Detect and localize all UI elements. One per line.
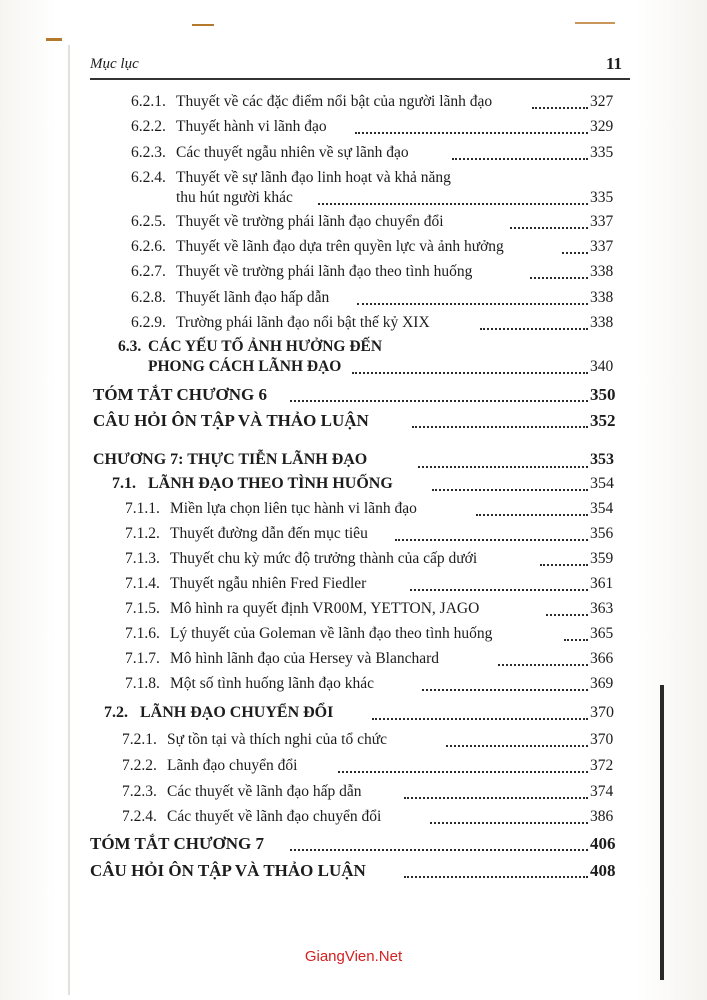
dot-leader (404, 797, 588, 799)
entry-number: 6.2.4. (131, 169, 166, 186)
entry-number: 7.2.4. (122, 808, 157, 825)
entry-page: 363 (590, 600, 614, 617)
entry-title: Thuyết về lãnh đạo dựa trên quyền lực và ảnh hưởng (176, 238, 504, 255)
dot-leader (352, 372, 588, 374)
entry-number: 7.1.3. (125, 550, 160, 567)
entry-number: 6.2.5. (131, 213, 166, 230)
entry-title: Thuyết lãnh đạo hấp dẫn (176, 289, 330, 306)
dot-leader (510, 227, 588, 229)
scan-mark (192, 24, 214, 26)
toc-entry[interactable] (0, 575, 707, 601)
toc-entry[interactable] (0, 213, 707, 239)
toc-chapter[interactable] (0, 451, 707, 477)
toc-entry[interactable] (0, 289, 707, 315)
scan-mark (575, 22, 615, 24)
dot-leader (410, 589, 588, 591)
entry-title: Mô hình ra quyết định VR00M, YETTON, JAGO (170, 600, 480, 617)
toc-entry[interactable] (0, 808, 707, 834)
entry-number: 7.1. (112, 475, 136, 492)
entry-page: 408 (590, 861, 616, 880)
entry-page: 337 (590, 238, 614, 255)
entry-title: LÃNH ĐẠO CHUYỂN ĐỔI (140, 704, 334, 721)
dot-leader (338, 771, 588, 773)
entry-number: 7.1.4. (125, 575, 160, 592)
entry-page: 335 (590, 144, 614, 161)
watermark[interactable]: GiangVien.Net (304, 948, 403, 965)
dot-leader (564, 639, 588, 641)
entry-title: LÃNH ĐẠO THEO TÌNH HUỐNG (148, 475, 393, 492)
entry-number: 7.1.2. (125, 525, 160, 542)
entry-number: 6.2.6. (131, 238, 166, 255)
entry-number: 7.2. (104, 704, 128, 721)
entry-page: 370 (590, 704, 614, 721)
entry-page: 338 (590, 263, 614, 280)
entry-title: Thuyết ngẫu nhiên Fred Fiedler (170, 575, 367, 592)
entry-page: 372 (590, 757, 614, 774)
toc-section[interactable] (0, 704, 707, 730)
toc-entry[interactable] (0, 731, 707, 757)
entry-number: 7.2.3. (122, 783, 157, 800)
dot-leader (404, 876, 588, 878)
toc-entry[interactable] (0, 93, 707, 119)
entry-number: 6.2.3. (131, 144, 166, 161)
dot-leader (540, 564, 588, 566)
toc-main-entry[interactable] (0, 385, 707, 411)
entry-title: Thuyết hành vi lãnh đạo (176, 118, 327, 135)
toc-entry[interactable] (0, 625, 707, 651)
entry-number: 7.1.7. (125, 650, 160, 667)
dot-leader (422, 689, 588, 691)
entry-number: 6.2.7. (131, 263, 166, 280)
dot-leader (530, 277, 588, 279)
entry-page: 354 (590, 475, 614, 492)
entry-title: CÂU HỎI ÔN TẬP VÀ THẢO LUẬN (93, 411, 369, 430)
dot-leader (532, 107, 588, 109)
entry-title-continued: thu hút người khác (176, 189, 293, 206)
dot-leader (372, 718, 588, 720)
toc-entry[interactable] (0, 144, 707, 170)
scan-mark (46, 38, 62, 41)
entry-page: 370 (590, 731, 614, 748)
entry-title: Lý thuyết của Goleman về lãnh đạo theo tình huống (170, 625, 493, 642)
entry-number: 6.2.1. (131, 93, 166, 110)
entry-title: Các thuyết ngẫu nhiên về sự lãnh đạo (176, 144, 409, 161)
toc-section[interactable] (0, 475, 707, 501)
entry-page: 356 (590, 525, 614, 542)
entry-page: 353 (590, 451, 614, 468)
toc-main-entry[interactable] (0, 861, 707, 887)
entry-number: 6.2.9. (131, 314, 166, 331)
entry-title: Trường phái lãnh đạo nổi bật thế kỷ XIX (176, 314, 430, 331)
entry-title: Một số tình huống lãnh đạo khác (170, 675, 375, 692)
entry-page: 338 (590, 314, 614, 331)
entry-page: 359 (590, 550, 614, 567)
entry-number: 6.3. (118, 338, 142, 355)
dot-leader (480, 328, 588, 330)
entry-page: 361 (590, 575, 614, 592)
toc-entry[interactable] (0, 550, 707, 576)
toc-main-entry[interactable] (0, 834, 707, 860)
header-rule (90, 78, 630, 80)
entry-page: 340 (590, 358, 614, 375)
entry-title: CHƯƠNG 7: THỰC TIỄN LÃNH ĐẠO (93, 451, 368, 468)
entry-number: 7.1.5. (125, 600, 160, 617)
toc-entry[interactable] (0, 783, 707, 809)
entry-page: 337 (590, 213, 614, 230)
entry-number: 7.2.1. (122, 731, 157, 748)
dot-leader (446, 745, 588, 747)
entry-title: Thuyết về sự lãnh đạo linh hoạt và khả năng (176, 169, 451, 186)
toc-main-entry[interactable] (0, 411, 707, 437)
dot-leader (290, 400, 588, 402)
toc-entry[interactable] (0, 675, 707, 701)
entry-title: Thuyết về các đặc điểm nổi bật của người lãnh đạo (176, 93, 493, 110)
dot-leader (452, 158, 588, 160)
entry-number: 7.1.1. (125, 500, 160, 517)
entry-number: 6.2.2. (131, 118, 166, 135)
toc-entry[interactable] (0, 169, 707, 215)
entry-title: Sự tồn tại và thích nghi của tổ chức (167, 731, 387, 748)
entry-title: Các thuyết về lãnh đạo hấp dẫn (167, 783, 362, 800)
header-page-number: 11 (605, 54, 622, 73)
toc-entry[interactable] (0, 500, 707, 526)
dot-leader (430, 822, 588, 824)
entry-title: Các thuyết về lãnh đạo chuyển đổi (167, 808, 382, 825)
entry-page: 350 (590, 385, 616, 404)
dot-leader (412, 426, 588, 428)
entry-page: 386 (590, 808, 614, 825)
toc-entry[interactable] (0, 263, 707, 289)
entry-page: 365 (590, 625, 614, 642)
page-header (90, 50, 630, 78)
dot-leader (290, 849, 588, 851)
entry-title: TÓM TẮT CHƯƠNG 6 (93, 385, 267, 404)
entry-page: 329 (590, 118, 614, 135)
dot-leader (355, 132, 588, 134)
toc-entry[interactable] (0, 600, 707, 626)
entry-page: 354 (590, 500, 614, 517)
header-title: Mục lục (90, 56, 139, 72)
entry-page: 335 (590, 189, 614, 206)
entry-title: TÓM TẮT CHƯƠNG 7 (90, 834, 264, 853)
toc-section[interactable] (0, 338, 707, 384)
toc-entry[interactable] (0, 650, 707, 676)
entry-number: 7.1.6. (125, 625, 160, 642)
entry-title: Mô hình lãnh đạo của Hersey và Blanchard (170, 650, 440, 667)
entry-number: 7.2.2. (122, 757, 157, 774)
entry-title: CÁC YẾU TỐ ẢNH HƯỞNG ĐẾN (148, 338, 383, 355)
entry-title: Thuyết chu kỳ mức độ trưởng thành của cấp dưới (170, 550, 478, 567)
dot-leader (546, 614, 588, 616)
entry-page: 338 (590, 289, 614, 306)
entry-title: Thuyết đường dẫn đến mục tiêu (170, 525, 368, 542)
entry-page: 352 (590, 411, 616, 430)
entry-page: 374 (590, 783, 614, 800)
entry-page: 366 (590, 650, 614, 667)
dot-leader (476, 514, 588, 516)
dot-leader (498, 664, 588, 666)
dot-leader (357, 303, 588, 305)
entry-title: Miền lựa chọn liên tục hành vi lãnh đạo (170, 500, 417, 517)
toc-entry[interactable] (0, 525, 707, 551)
entry-title: Lãnh đạo chuyển đổi (167, 757, 298, 774)
entry-page: 406 (590, 834, 616, 853)
dot-leader (432, 489, 588, 491)
entry-page: 327 (590, 93, 614, 110)
entry-title: Thuyết về trường phái lãnh đạo chuyển đổi (176, 213, 444, 230)
dot-leader (395, 539, 588, 541)
toc-entry[interactable] (0, 238, 707, 264)
toc-entry[interactable] (0, 314, 707, 340)
entry-title-continued: PHONG CÁCH LÃNH ĐẠO (148, 358, 342, 375)
entry-page: 369 (590, 675, 614, 692)
entry-number: 7.1.8. (125, 675, 160, 692)
dot-leader (562, 252, 588, 254)
dot-leader (418, 466, 588, 468)
toc-entry[interactable] (0, 118, 707, 144)
toc-entry[interactable] (0, 757, 707, 783)
entry-title: Thuyết về trường phái lãnh đạo theo tình huống (176, 263, 473, 280)
entry-number: 6.2.8. (131, 289, 166, 306)
dot-leader (318, 203, 588, 205)
entry-title: CÂU HỎI ÔN TẬP VÀ THẢO LUẬN (90, 861, 366, 880)
